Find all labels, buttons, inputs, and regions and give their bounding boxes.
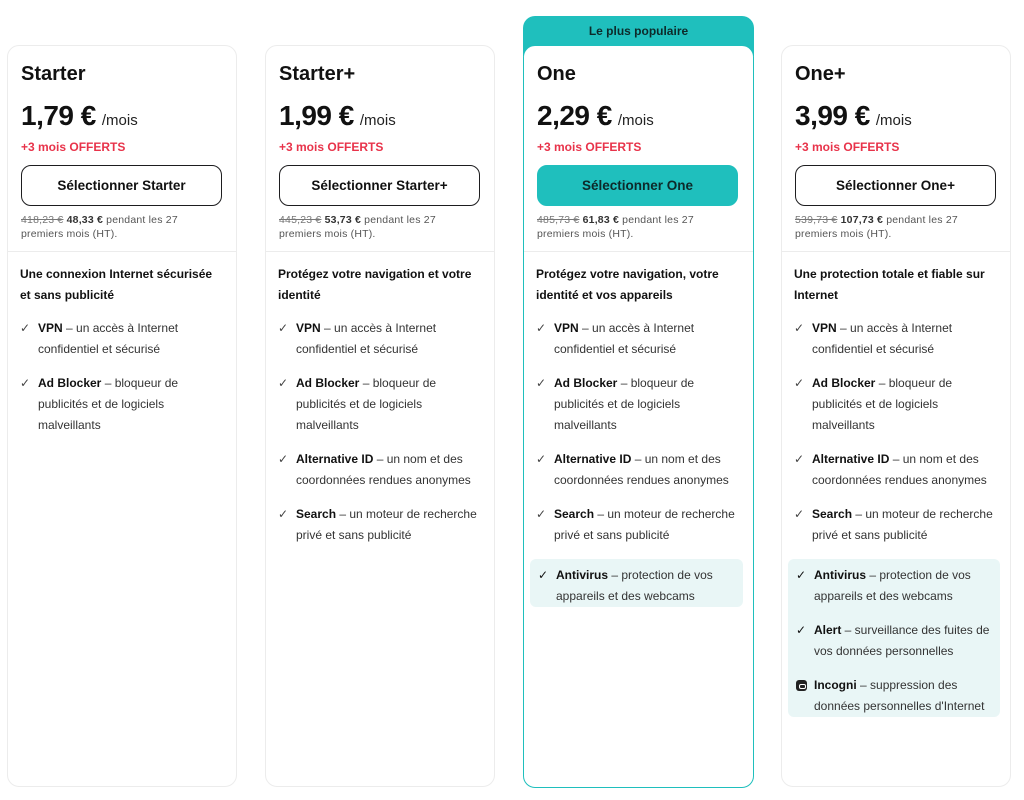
plan-features [266, 252, 494, 546]
plan-header [782, 46, 1010, 252]
extra-features-highlight [530, 559, 743, 607]
check-icon: ✓ [20, 376, 31, 390]
feature-list [20, 318, 224, 436]
feature-title: Alternative ID [554, 452, 632, 466]
feature-text: – un accès à Internet confidentiel et sécurisé [812, 321, 953, 356]
check-icon: ✓ [278, 376, 289, 390]
extra-feature-item [796, 675, 992, 717]
plan-header [8, 46, 236, 252]
check-icon: ✓ [278, 321, 289, 335]
feature-item [278, 373, 482, 436]
plan-price: 1,79 € [21, 100, 96, 131]
billing-period: pendant les 27 premiers mois (HT). [21, 214, 178, 240]
billing-note [21, 213, 222, 241]
plan-price: 2,29 € [537, 100, 612, 131]
feature-item [278, 504, 482, 546]
feature-text: – protection de vos appareils et des webcams [556, 568, 713, 603]
check-icon: ✓ [536, 321, 547, 335]
plan-name: Starter+ [279, 63, 356, 85]
select-starter-plus-button[interactable]: Sélectionner Starter+ [279, 165, 480, 206]
check-icon: ✓ [794, 452, 805, 466]
check-icon: ✓ [536, 507, 547, 521]
feature-title: Ad Blocker [554, 376, 618, 390]
plan-name: One [537, 63, 576, 85]
feature-item [278, 449, 482, 491]
feature-title: Antivirus [814, 568, 867, 582]
check-icon: ✓ [536, 452, 547, 466]
plan-features [8, 252, 236, 436]
feature-text: – un accès à Internet confidentiel et sécurisé [38, 321, 179, 356]
select-one-plus-button[interactable]: Sélectionner One+ [795, 165, 996, 206]
feature-title: VPN [296, 321, 321, 335]
feature-text: – un accès à Internet confidentiel et sécurisé [554, 321, 695, 356]
new-price: 53,73 € [324, 214, 362, 226]
feature-title: Alternative ID [812, 452, 890, 466]
feature-title: Search [296, 507, 337, 521]
feature-title: VPN [38, 321, 63, 335]
old-price: 445,23 € [279, 214, 322, 226]
feature-list [794, 318, 998, 546]
plan-intro: Protégez votre navigation et votre identité [278, 267, 472, 302]
feature-text: – protection de vos appareils et des webcams [814, 568, 971, 603]
feature-text: – un nom et des coordonnées rendues anonymes [812, 452, 987, 487]
plan-intro: Une connexion Internet sécurisée et sans publicité [20, 267, 213, 302]
billing-note [279, 213, 480, 241]
check-icon: ✓ [794, 507, 805, 521]
extra-feature-item [796, 620, 992, 662]
check-icon: ✓ [536, 376, 547, 390]
plan-card-one-plus [781, 45, 1011, 787]
offer-badge: +3 mois OFFERTS [537, 140, 642, 154]
offer-badge: +3 mois OFFERTS [21, 140, 126, 154]
select-one-button[interactable]: Sélectionner One [537, 165, 738, 206]
feature-title: VPN [554, 321, 579, 335]
feature-text: – bloqueur de publicités et de logiciels malveillants [812, 376, 953, 432]
plan-intro: Une protection totale et fiable sur Internet [794, 267, 985, 302]
extra-feature-item [796, 565, 992, 607]
feature-text: – bloqueur de publicités et de logiciels malveillants [554, 376, 695, 432]
extra-feature-item [538, 565, 735, 607]
feature-text: – suppression des données personnelles d'Internet [814, 678, 985, 713]
feature-title: Alternative ID [296, 452, 374, 466]
plan-intro: Protégez votre navigation, votre identité et vos appareils [536, 267, 719, 302]
select-starter-button[interactable]: Sélectionner Starter [21, 165, 222, 206]
plan-card-one [523, 45, 754, 788]
price-period: /mois [101, 112, 138, 129]
incogni-icon-wrap [796, 675, 814, 717]
feature-item [20, 318, 224, 360]
feature-item [794, 504, 998, 546]
plan-header [524, 46, 753, 252]
old-price: 418,23 € [21, 214, 64, 226]
price-row [21, 100, 222, 132]
check-icon: ✓ [794, 376, 805, 390]
feature-text: – un nom et des coordonnées rendues anonymes [554, 452, 729, 487]
feature-title: Incogni [814, 678, 857, 692]
billing-period: pendant les 27 premiers mois (HT). [537, 214, 694, 240]
check-icon: ✓ [278, 507, 289, 521]
feature-title: Ad Blocker [38, 376, 102, 390]
billing-period: pendant les 27 premiers mois (HT). [795, 214, 958, 240]
feature-item [794, 318, 998, 360]
plan-header [266, 46, 494, 252]
old-price: 485,73 € [537, 214, 580, 226]
offer-badge: +3 mois OFFERTS [795, 140, 900, 154]
price-row [537, 100, 739, 132]
feature-item [536, 504, 741, 546]
incogni-icon [796, 680, 807, 691]
plan-name: Starter [21, 63, 86, 85]
feature-item [536, 318, 741, 360]
feature-title: Search [812, 507, 853, 521]
check-icon: ✓ [20, 321, 31, 335]
offer-badge: +3 mois OFFERTS [279, 140, 384, 154]
check-icon: ✓ [278, 452, 289, 466]
plan-name: One+ [795, 63, 846, 85]
feature-item [794, 373, 998, 436]
check-icon: ✓ [538, 568, 549, 582]
feature-list [278, 318, 482, 546]
old-price: 539,73 € [795, 214, 838, 226]
most-popular-ribbon: Le plus populaire [523, 16, 754, 56]
check-icon: ✓ [796, 623, 807, 637]
check-icon: ✓ [794, 321, 805, 335]
check-icon: ✓ [796, 568, 807, 582]
plan-price: 1,99 € [279, 100, 354, 131]
feature-title: Ad Blocker [812, 376, 876, 390]
new-price: 107,73 € [840, 214, 884, 226]
plan-card-starter [7, 45, 237, 787]
feature-text: – un moteur de recherche privé et sans publicité [812, 507, 993, 542]
feature-item [536, 449, 741, 491]
feature-list [536, 318, 741, 546]
feature-text: – un accès à Internet confidentiel et sécurisé [296, 321, 437, 356]
feature-title: Alert [814, 623, 842, 637]
price-period: /mois [617, 112, 654, 129]
feature-text: – un moteur de recherche privé et sans publicité [554, 507, 735, 542]
billing-period: pendant les 27 premiers mois (HT). [279, 214, 436, 240]
feature-item [536, 373, 741, 436]
price-row [279, 100, 480, 132]
plan-price: 3,99 € [795, 100, 870, 131]
billing-note [537, 213, 739, 241]
feature-title: Antivirus [556, 568, 609, 582]
feature-text: – surveillance des fuites de vos données personnelles [814, 623, 990, 658]
plan-card-starter-plus [265, 45, 495, 787]
price-row [795, 100, 996, 132]
price-period: /mois [359, 112, 396, 129]
billing-note [795, 213, 996, 241]
feature-item [20, 373, 224, 436]
feature-text: – un nom et des coordonnées rendues anonymes [296, 452, 471, 487]
feature-text: – bloqueur de publicités et de logiciels malveillants [38, 376, 179, 432]
feature-text: – un moteur de recherche privé et sans publicité [296, 507, 477, 542]
extra-features-highlight [788, 559, 1000, 717]
feature-title: Ad Blocker [296, 376, 360, 390]
plan-features [524, 252, 753, 607]
feature-title: VPN [812, 321, 837, 335]
plan-features [782, 252, 1010, 717]
new-price: 48,33 € [66, 214, 104, 226]
feature-title: Search [554, 507, 595, 521]
feature-item [278, 318, 482, 360]
price-period: /mois [875, 112, 912, 129]
feature-text: – bloqueur de publicités et de logiciels malveillants [296, 376, 437, 432]
feature-item [794, 449, 998, 491]
new-price: 61,83 € [582, 214, 620, 226]
